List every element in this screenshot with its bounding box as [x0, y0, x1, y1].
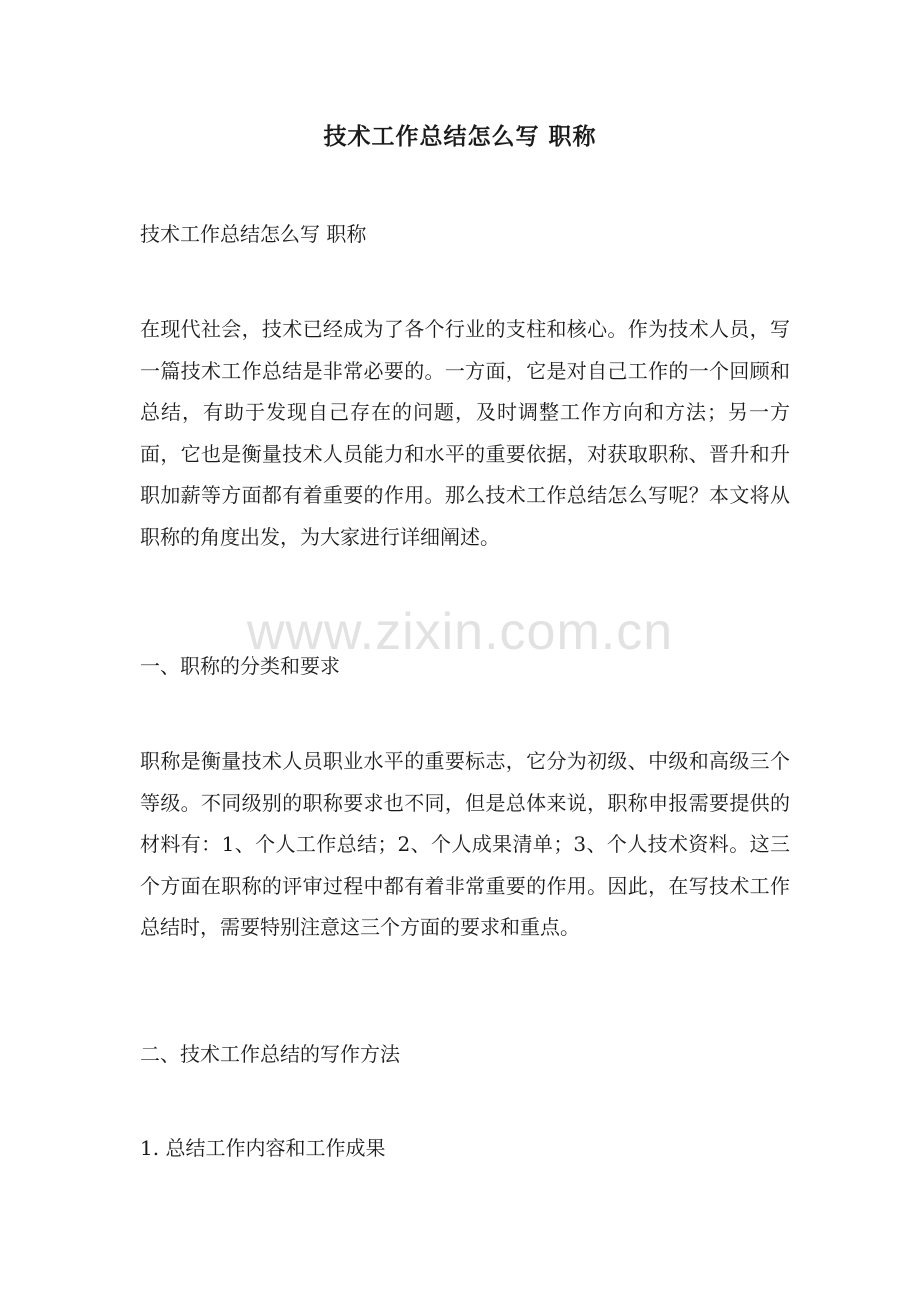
- subsection-heading-1: 1. 总结工作内容和工作成果: [140, 1136, 386, 1160]
- intro-paragraph: 在现代社会，技术已经成为了各个行业的支柱和核心。作为技术人员，写一篇技术工作总结是非常必要的。一方面，它是对自己工作的一个回顾和总结，有助于发现自己存在的问题，及时调整工作方向和方法；另一方面，它也是衡量技术人员能力和水平的重要依据，对获取职称、晋升和升职加薪等方面都有着重要的作用。那么技术工作总结怎么写呢？本文将从职称的角度出发，为大家进行详细阐述。: [140, 317, 790, 549]
- watermark: www.zixin.com.cn: [246, 603, 674, 661]
- section-1-paragraph: 职称是衡量技术人员职业水平的重要标志，它分为初级、中级和高级三个等级。不同级别的职称要求也不同，但是总体来说，职称申报需要提供的材料有：1、个人工作总结；2、个人成果清单；3、个人技术资料。这三个方面在职称的评审过程中都有着非常重要的作用。因此，在写技术工作总结时，需要特别注意这三个方面的要求和重点。: [140, 749, 790, 940]
- section-heading-1: 一、职称的分类和要求: [140, 654, 340, 678]
- document-subtitle: 技术工作总结怎么写 职称: [140, 222, 367, 246]
- section-heading-2: 二、技术工作总结的写作方法: [140, 1042, 400, 1066]
- document-title: 技术工作总结怎么写 职称: [323, 123, 597, 150]
